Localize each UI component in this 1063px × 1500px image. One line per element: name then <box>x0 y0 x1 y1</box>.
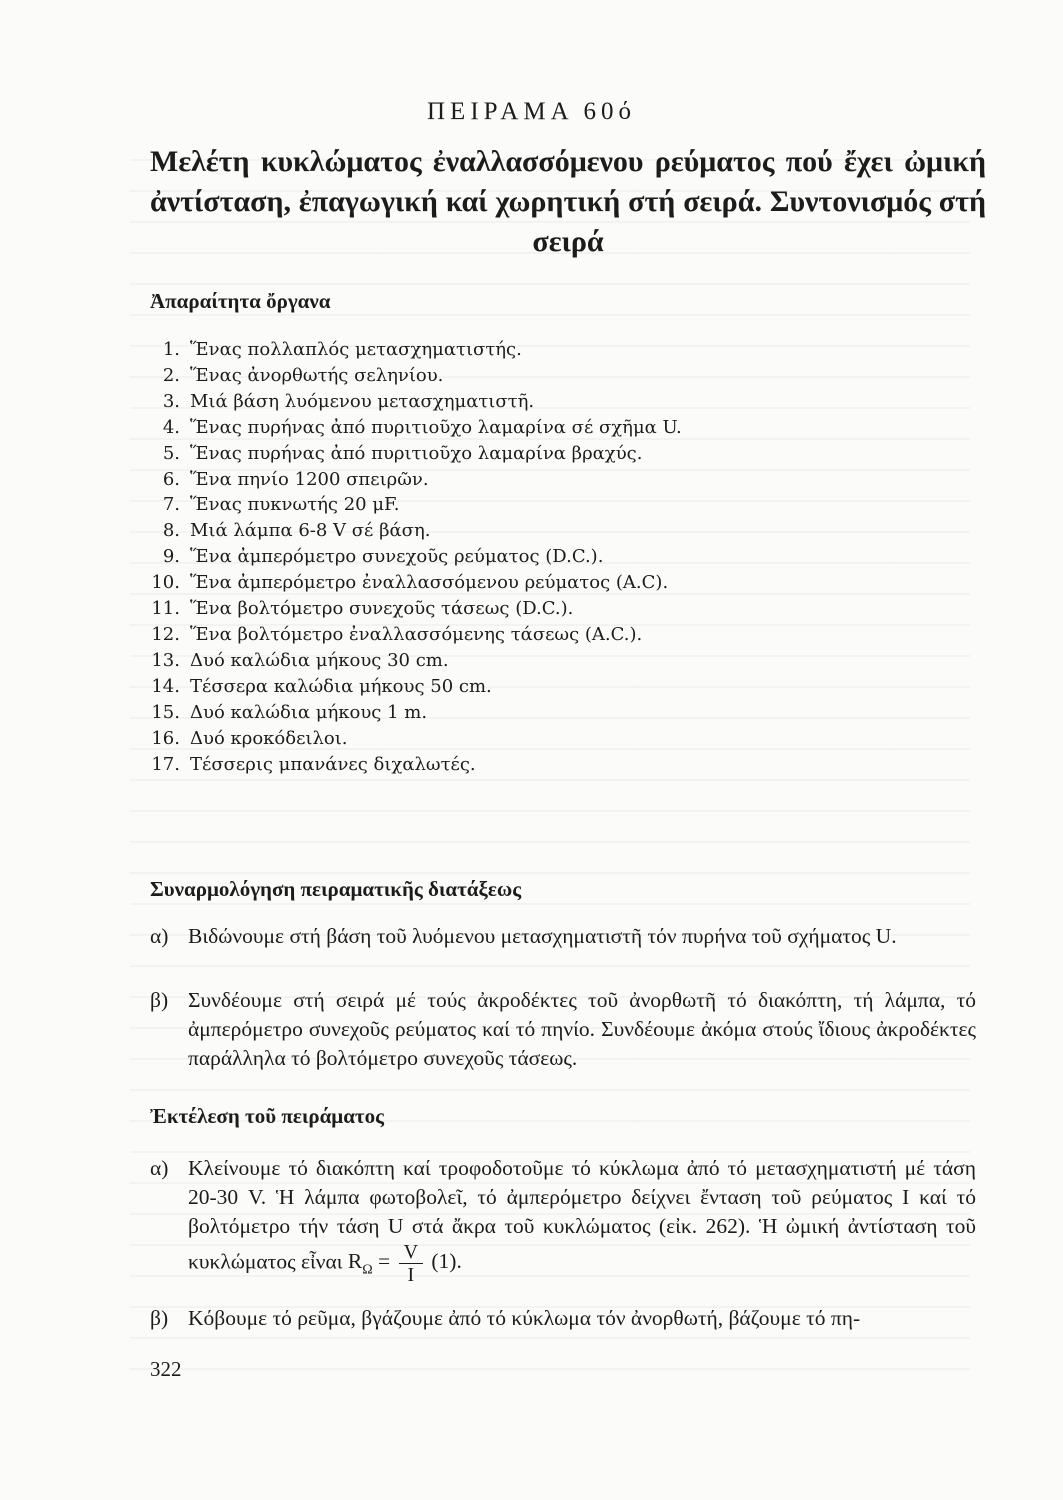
instrument-text: Ἕνας πολλαπλός μετασχηματιστής. <box>190 339 522 360</box>
formula-denominator: I <box>407 1264 415 1286</box>
step-marker: β) <box>150 1306 169 1330</box>
formula-equals: = <box>378 1249 391 1274</box>
instrument-item <box>150 492 950 518</box>
instruments-list <box>150 337 950 777</box>
instrument-text: Δυό καλώδια μήκους 30 cm. <box>190 649 449 671</box>
step-text: Κόβουμε τό ρεῦμα, βγάζουμε ἀπό τό κύκλωμα τόν ἀνορθωτή, βάζουμε τό πη- <box>188 1306 861 1330</box>
instrument-item <box>150 518 950 544</box>
instrument-item <box>150 674 950 700</box>
instrument-item <box>150 726 950 752</box>
instrument-number: 5. <box>162 442 180 464</box>
execution-step-b <box>150 1304 976 1333</box>
execution-section-title: Ἐκτέλεση τοῦ πειράματος <box>150 1104 384 1128</box>
instrument-number: 9. <box>162 546 180 568</box>
execution-step-a-text: Κλείνουμε τό διακόπτη καί τροφοδοτοῦμε τό κύκλωμα ἀπό τό μετασχηματιστή μέ τάση 20-30 V. Ἡ λάμπα φωτοβολεῖ, τό ἀμπερόμετρο δείχνει ἔνταση τοῦ ρεύματος I καί τό βολτόμετρο τήν τάση U στά ἄκρα τοῦ κυκλώματος (εἰκ. 262). Ἡ ὠμική ἀντίσταση τοῦ κυκλώματος εἶναι <box>188 1156 976 1274</box>
instrument-text: Ἕνας πυρήνας ἀπό πυριτιοῦχο λαμαρίνα σέ σχῆμα U. <box>190 416 682 438</box>
instrument-item <box>150 415 950 441</box>
instrument-number: 13. <box>151 649 180 671</box>
instrument-item <box>150 622 950 648</box>
page-number: 322 <box>150 1357 182 1381</box>
instrument-number: 17. <box>151 753 180 775</box>
instrument-text: Μιά βάση λυόμενου μετασχηματιστῆ. <box>190 390 535 412</box>
execution-step-a <box>150 1154 976 1286</box>
assembly-step-b <box>150 986 976 1073</box>
experiment-heading: Μελέτη κυκλώματος ἐναλλασσόμενου ρεύματος πού ἔχει ὠμική ἀντίσταση, ἐπαγωγική καί χωρητική στή σειρά. Συντονισμός στή σειρά <box>150 145 986 258</box>
instrument-text: Ἕνας ἀνορθωτής σεληνίου. <box>190 364 444 386</box>
instrument-number: 12. <box>151 623 180 645</box>
instrument-item <box>150 700 950 726</box>
formula-subscript: Ω <box>362 1262 373 1278</box>
formula-fraction <box>399 1241 423 1286</box>
instrument-item <box>150 544 950 570</box>
instrument-text: Ἕνα ἀμπερόμετρο ἐναλλασσόμενου ρεύματος (A.C). <box>190 572 669 594</box>
instrument-item <box>150 441 950 467</box>
instrument-item <box>150 596 950 622</box>
instrument-text: Μιά λάμπα 6-8 V σέ βάση. <box>190 520 431 542</box>
instrument-text: Τέσσερα καλώδια μήκους 50 cm. <box>190 675 492 697</box>
assembly-section-title: Συναρμολόγηση πειραματικῆς διατάξεως <box>150 877 522 901</box>
formula-lhs: R <box>347 1249 363 1274</box>
instrument-number: 10. <box>151 572 180 594</box>
instrument-item <box>150 570 950 596</box>
instrument-text: Ἕνα βολτόμετρο συνεχοῦς τάσεως (D.C.). <box>190 598 574 620</box>
instrument-number: 11. <box>151 598 180 620</box>
instrument-number: 4. <box>162 416 180 438</box>
instrument-number: 15. <box>151 701 180 723</box>
instrument-number: 7. <box>162 494 180 516</box>
experiment-title: ΠΕΙΡΑΜΑ 60ό <box>427 98 636 125</box>
instrument-item <box>150 337 950 363</box>
step-text <box>188 1154 976 1286</box>
instrument-number: 16. <box>151 727 180 749</box>
instrument-number: 6. <box>162 468 180 490</box>
step-marker: α) <box>150 924 169 948</box>
instrument-number: 1. <box>162 339 180 360</box>
assembly-step-a <box>150 922 976 951</box>
step-text: Βιδώνουμε στή βάση τοῦ λυόμενου μετασχηματιστῆ τόν πυρήνα τοῦ σχήματος U. <box>188 924 897 948</box>
resistance-formula <box>347 1241 462 1286</box>
instrument-number: 8. <box>162 520 180 542</box>
step-marker: α) <box>150 1156 169 1180</box>
instrument-text: Ἕνα βολτόμετρο ἐναλλασσόμενης τάσεως (A.C.). <box>190 623 643 645</box>
instrument-text: Ἕνα ἀμπερόμετρο συνεχοῦς ρεύματος (D.C.). <box>190 546 604 568</box>
instrument-item <box>150 389 950 415</box>
formula-reference: (1). <box>431 1249 462 1274</box>
instrument-text: Ἕνα πηνίο 1200 σπειρῶν. <box>190 468 429 490</box>
instrument-text: Δυό καλώδια μήκους 1 m. <box>190 701 428 723</box>
instrument-item <box>150 752 950 778</box>
instrument-text: Δυό κροκόδειλοι. <box>190 727 348 749</box>
instrument-item <box>150 648 950 674</box>
instrument-item <box>150 467 950 493</box>
instrument-text: Ἕνας πυρήνας ἀπό πυριτιοῦχο λαμαρίνα βραχύς. <box>190 442 643 464</box>
instrument-number: 3. <box>162 390 180 412</box>
instrument-text: Ἕνας πυκνωτής 20 μF. <box>190 494 400 516</box>
instrument-text: Τέσσερις μπανάνες διχαλωτές. <box>190 753 476 775</box>
instrument-number: 14. <box>151 675 180 697</box>
instrument-number: 2. <box>162 364 180 386</box>
step-text: Συνδέουμε στή σειρά μέ τούς ἀκροδέκτες τοῦ ἀνορθωτῆ τό διακόπτη, τή λάμπα, τό ἀμπερόμετρο συνεχοῦς ρεύματος καί τό πηνίο. Συνδέουμε ἀκόμα στούς ἴδιους ἀκροδέκτες παράλληλα τό βολτόμετρο συνεχοῦς τάσεως. <box>188 988 976 1070</box>
step-marker: β) <box>150 988 169 1012</box>
instruments-section-title: Ἀπαραίτητα ὄργανα <box>150 289 331 313</box>
formula-numerator: V <box>399 1241 423 1264</box>
instrument-item <box>150 363 950 389</box>
